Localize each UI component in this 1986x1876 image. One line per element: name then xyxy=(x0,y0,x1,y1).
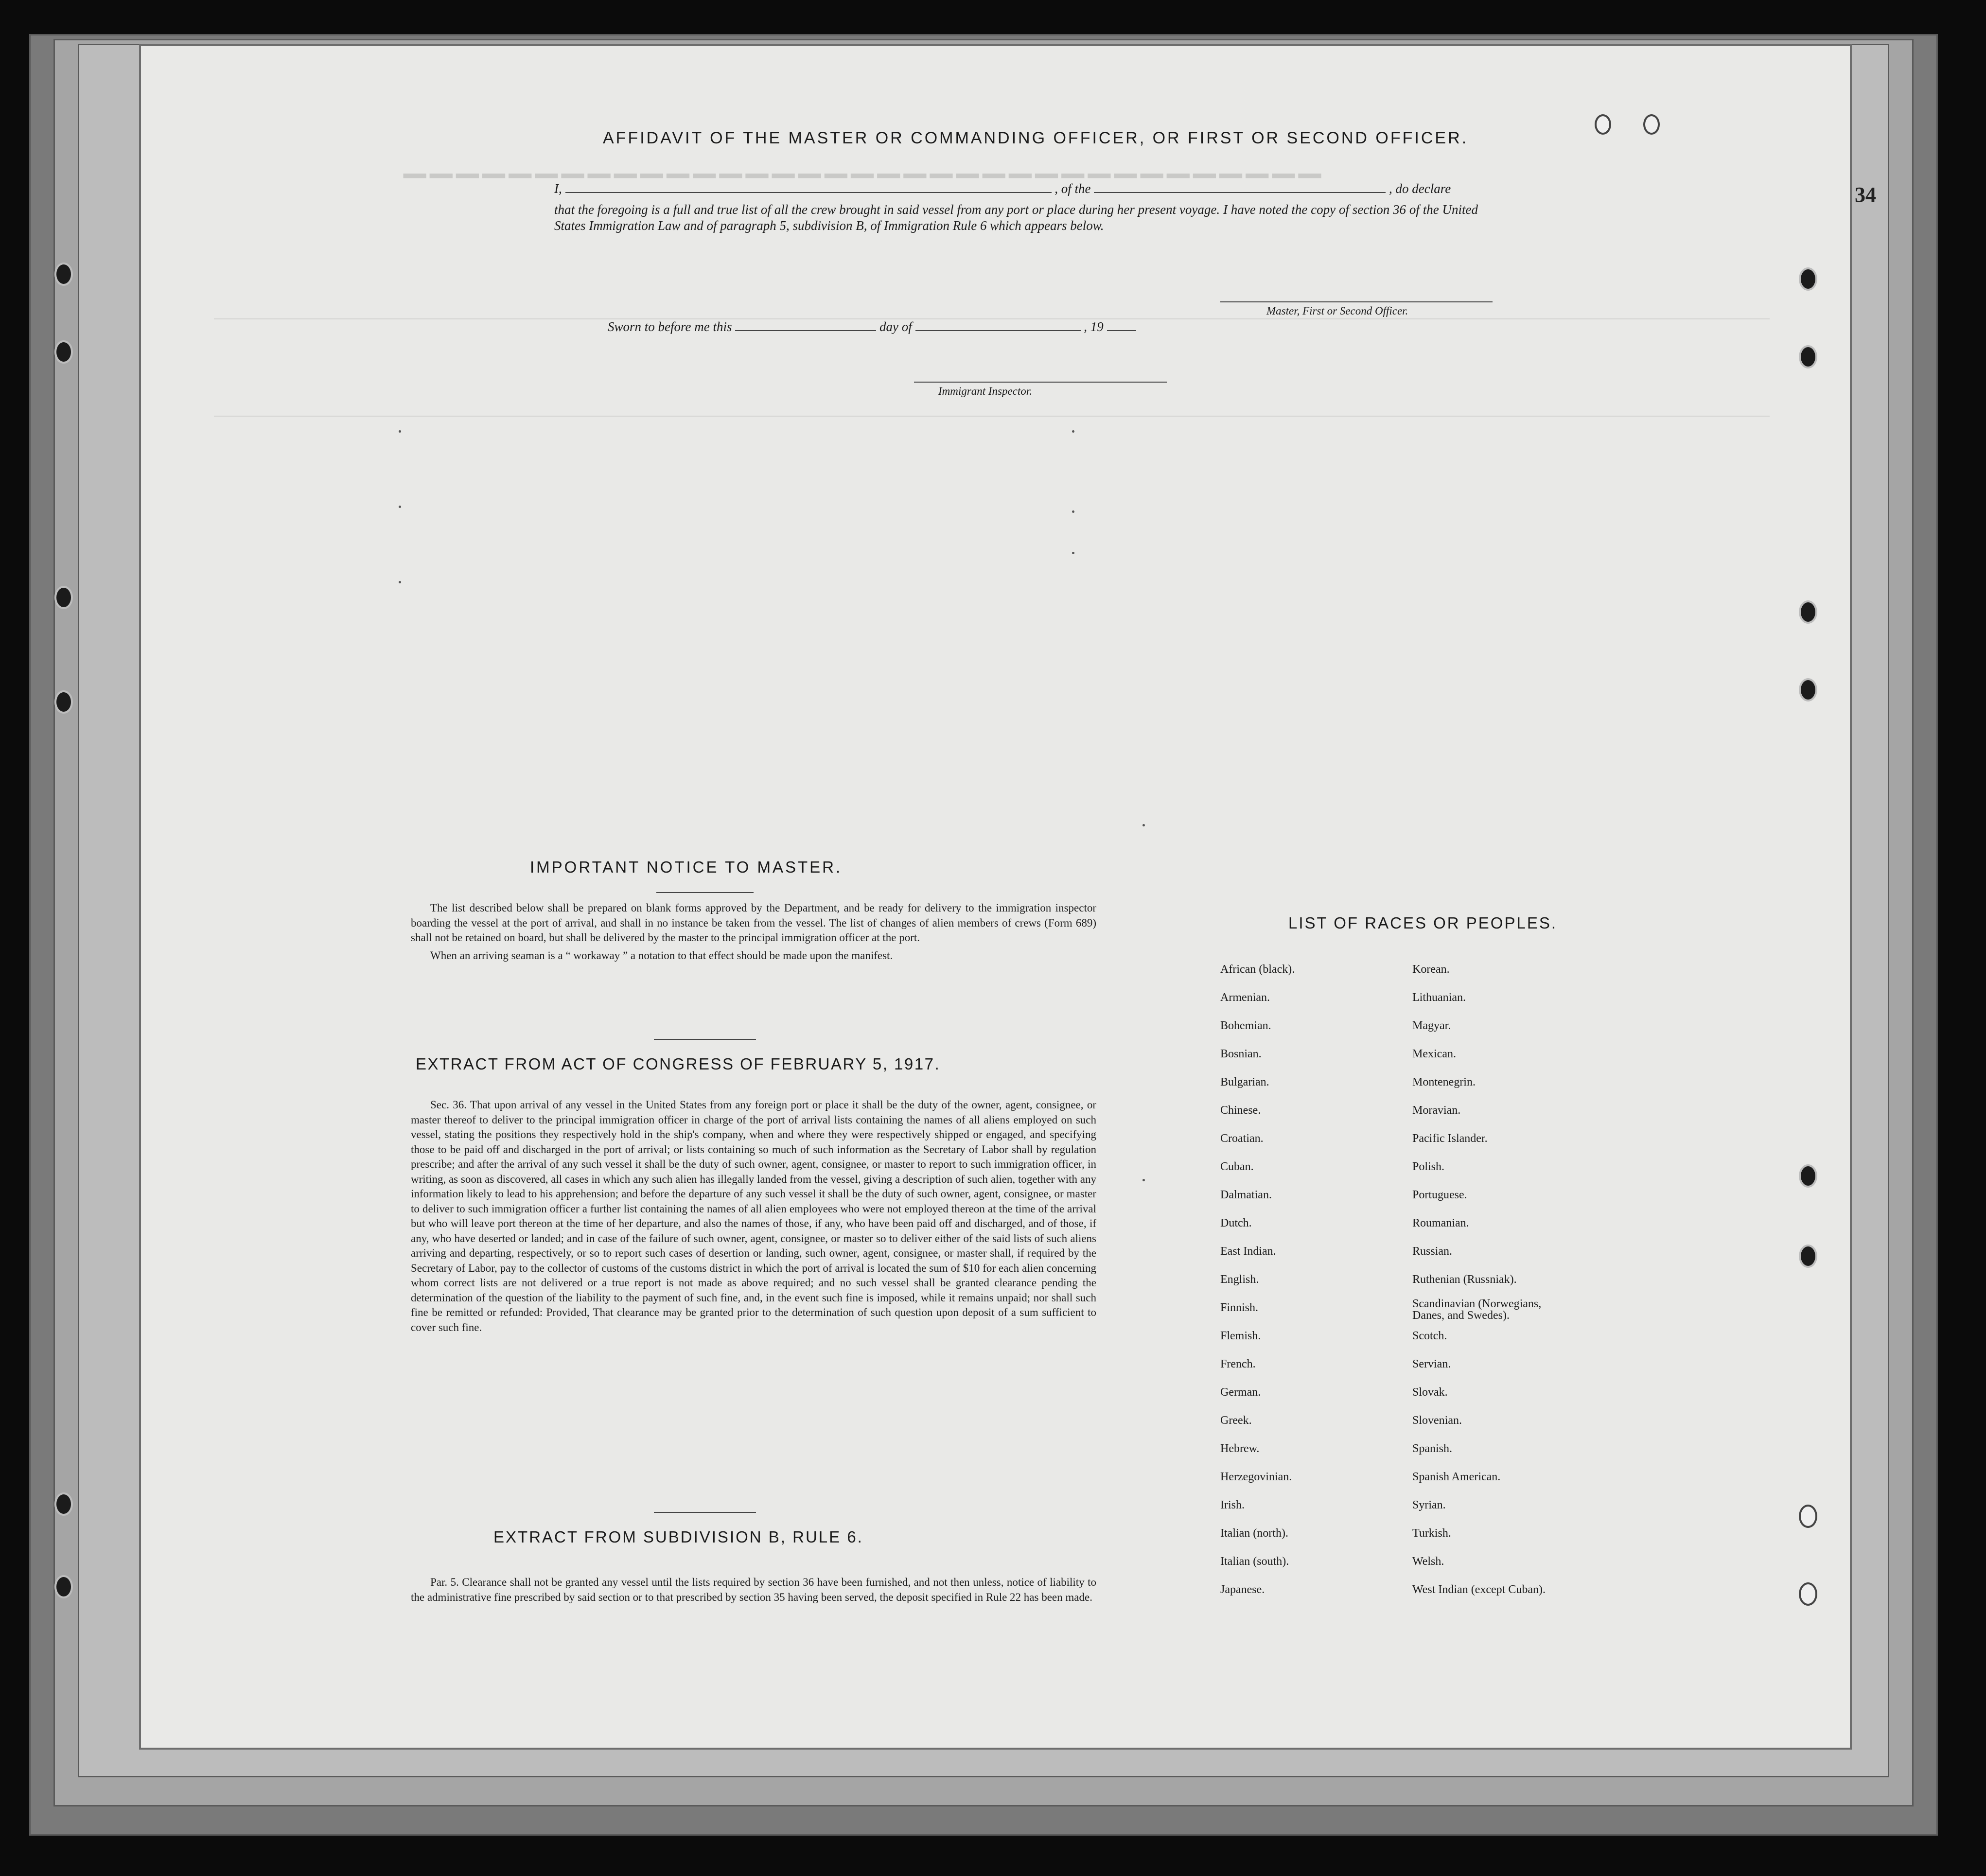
sworn-year-label: , 19 xyxy=(1084,319,1104,334)
race-item: Cuban. xyxy=(1220,1160,1254,1173)
form-page xyxy=(141,46,1876,1748)
page-number: 34 xyxy=(1855,183,1876,207)
form-dot xyxy=(399,430,401,433)
race-item: Syrian. xyxy=(1412,1499,1446,1511)
race-item: Mexican. xyxy=(1412,1048,1456,1060)
race-item: Magyar. xyxy=(1412,1019,1451,1032)
sworn-line xyxy=(608,319,1136,334)
sworn-year-blank xyxy=(1107,320,1136,331)
race-item: German. xyxy=(1220,1386,1261,1399)
sworn-prefix: Sworn to before me this xyxy=(608,319,732,334)
affidavit-i-label: I, xyxy=(554,181,562,196)
form-dot xyxy=(1072,552,1074,554)
binder-hole-icon xyxy=(1799,1582,1817,1606)
binder-hole-icon xyxy=(1799,678,1817,701)
act-extract-title: EXTRACT FROM ACT OF CONGRESS OF FEBRUARY 5, 1917. xyxy=(416,1055,941,1073)
races-title: LIST OF RACES OR PEOPLES. xyxy=(1288,914,1558,932)
binder-hole-icon xyxy=(54,1492,73,1516)
race-item: Portuguese. xyxy=(1412,1189,1467,1201)
race-item: Chinese. xyxy=(1220,1104,1261,1117)
affidavit-of-label: , of the xyxy=(1055,181,1091,196)
form-dot xyxy=(1072,510,1074,513)
master-signature-line xyxy=(1220,301,1493,302)
binder-hole-icon xyxy=(54,690,73,714)
race-item: Moravian. xyxy=(1412,1104,1461,1117)
affidavit-title: AFFIDAVIT OF THE MASTER OR COMMANDING OFFICER, OR FIRST OR SECOND OFFICER. xyxy=(603,129,1469,147)
race-item: Bulgarian. xyxy=(1220,1076,1269,1088)
act-divider xyxy=(654,1039,756,1040)
rule-divider xyxy=(654,1512,756,1513)
act-extract-text xyxy=(411,1098,1096,1335)
race-item: Turkish. xyxy=(1412,1527,1451,1540)
inspector-signature-label: Immigrant Inspector. xyxy=(938,385,1032,397)
notice-text xyxy=(411,901,1096,963)
binder-hole-icon xyxy=(1799,1505,1817,1528)
race-item: African (black). xyxy=(1220,963,1295,976)
race-item: English. xyxy=(1220,1273,1259,1286)
act-extract-paragraph: Sec. 36. That upon arrival of any vessel in the United States from any foreign port or place it shall be the duty of the owner, agent, consignee, or master thereof to deliver to the principal immigration officer in charge of the port of arrival lists containing the names of all aliens employed on such vessel, stating the positions they respectively hold in the ship's company, when and where they were respectively shipped or engaged, and specifying those to be paid off and discharged in the port of arrival; or lists containing so much of such information as the Secretary of Labor shall by regulation prescribe; and after the arrival of any such vessel it shall be the duty of such owner, agent, consignee, or master to report to such immigration officer, in writing, as soon as discovered, all cases in which any such alien has illegally landed from the vessel, giving a description of such alien, together with any information likely to lead to his apprehension; and before the departure of any such vessel it shall be the duty of such owner, agent, consignee, or master to deliver to such immigration officer a further list containing the names of all alien employees who were not employed thereon at the time of the arrival but who will leave port thereon at the time of her departure, and also the names of those, if any, who have been paid off and discharged, and of those, if any, who have deserted or landed; and in case of the failure of such owner, agent, consignee, or master so to deliver either of the said lists of such aliens arriving and departing, respectively, or so to report such cases of desertion or landing, such owner, agent, consignee, or master shall, if required by the Secretary of Labor, pay to the collector of customs of the customs district in which the port of arrival is located the sum of $10 for each alien concerning whom correct lists are not delivered or a true report is not made as above required; and no such vessel shall be granted clearance pending the determination of the question of the liability to the payment of such fine, and, in the event such fine is imposed, while it remains unpaid; nor shall such fine be remitted or refunded: Provided, That clearance may be granted prior to the determination of such question upon deposit of a sum sufficient to cover such fine. xyxy=(411,1099,1096,1333)
race-item: Bosnian. xyxy=(1220,1048,1262,1060)
race-item: Polish. xyxy=(1412,1160,1445,1173)
form-dot xyxy=(399,506,401,508)
form-dot xyxy=(399,581,401,583)
binder-hole-icon xyxy=(1799,1164,1817,1188)
race-item: Greek. xyxy=(1220,1414,1252,1427)
race-item: East Indian. xyxy=(1220,1245,1276,1258)
race-item: Roumanian. xyxy=(1412,1217,1469,1229)
race-item: Pacific Islander. xyxy=(1412,1132,1488,1145)
rule-extract-paragraph: Par. 5. Clearance shall not be granted any vessel until the lists required by section 36 have been furnished, and not then unless, notice of liability to the administrative fine prescribed by said section or to that prescribed by section 35 having been served, the deposit specified in Rule 22 has been made. xyxy=(411,1576,1096,1603)
race-item: Armenian. xyxy=(1220,991,1270,1004)
race-item: Welsh. xyxy=(1412,1555,1444,1568)
inspector-signature-line xyxy=(914,382,1167,383)
race-item: Finnish. xyxy=(1220,1301,1259,1314)
rule-extract-text xyxy=(411,1575,1096,1605)
binder-hole-icon xyxy=(1799,1245,1817,1268)
race-item: Spanish. xyxy=(1412,1442,1453,1455)
binder-hole-icon xyxy=(1799,600,1817,624)
race-item: Lithuanian. xyxy=(1412,991,1466,1004)
binder-hole-icon xyxy=(1595,114,1611,135)
race-item: Montenegrin. xyxy=(1412,1076,1476,1088)
race-item: Croatian. xyxy=(1220,1132,1264,1145)
race-item: Dalmatian. xyxy=(1220,1189,1272,1201)
sworn-day-label: day of xyxy=(879,319,912,334)
sworn-month-blank xyxy=(915,320,1081,331)
affidavit-declare-label: , do declare xyxy=(1389,181,1451,196)
race-item: Hebrew. xyxy=(1220,1442,1260,1455)
notice-paragraph: The list described below shall be prepared on blank forms approved by the Department, and be ready for delivery to the immigration inspector boarding the vessel at the port of arrival, and shall in no instance be taken from the vessel. The list of changes of alien members of crews (Form 689) shall not be retained on board, but shall be delivered by the master to the principal immigration officer at the port. xyxy=(411,902,1096,944)
race-item: Servian. xyxy=(1412,1358,1451,1370)
race-item: Scandinavian (Norwegians, Danes, and Swedes). xyxy=(1412,1297,1542,1322)
vessel-blank xyxy=(1094,182,1386,193)
race-item: Italian (north). xyxy=(1220,1527,1288,1540)
binder-hole-icon xyxy=(1643,114,1660,135)
form-dot xyxy=(1142,824,1145,826)
race-item: Spanish American. xyxy=(1412,1471,1501,1483)
form-dot xyxy=(1072,430,1074,433)
bleed-through-rule xyxy=(214,416,1770,417)
notice-paragraph: When an arriving seaman is a “ workaway ” a notation to that effect should be made upon the manifest. xyxy=(430,949,893,962)
race-item: Flemish. xyxy=(1220,1330,1261,1342)
affidavit-declaration-line xyxy=(554,181,1451,196)
notice-title-rule xyxy=(656,892,754,893)
bleed-through-text: ▔▔▔▔▔▔▔▔▔▔▔▔▔▔▔▔▔▔▔▔▔▔▔▔▔▔▔▔▔▔▔▔▔▔▔ xyxy=(404,144,1325,176)
notice-title: IMPORTANT NOTICE TO MASTER. xyxy=(530,858,843,876)
master-signature-label: Master, First or Second Officer. xyxy=(1266,305,1408,317)
race-item: Herzegovinian. xyxy=(1220,1471,1292,1483)
race-item: West Indian (except Cuban). xyxy=(1412,1583,1546,1596)
race-item: Japanese. xyxy=(1220,1583,1265,1596)
race-item: Russian. xyxy=(1412,1245,1453,1258)
binder-hole-icon xyxy=(54,263,73,286)
race-item: Slovak. xyxy=(1412,1386,1448,1399)
race-item: Irish. xyxy=(1220,1499,1245,1511)
race-item: Ruthenian (Russniak). xyxy=(1412,1273,1517,1286)
race-item: French. xyxy=(1220,1358,1256,1370)
race-item: Slovenian. xyxy=(1412,1414,1462,1427)
race-item: Italian (south). xyxy=(1220,1555,1289,1568)
affidavit-body: that the foregoing is a full and true list of all the crew brought in said vessel from any port or place during her present voyage. I have noted the copy of section 36 of the United States Immigration Law and of paragraph 5, subdivision B, of Immigration Rule 6 which appears below. xyxy=(554,202,1478,233)
binder-hole-icon xyxy=(54,586,73,609)
form-dot xyxy=(1142,1179,1145,1181)
sworn-day-blank xyxy=(735,320,876,331)
race-item: Bohemian. xyxy=(1220,1019,1271,1032)
race-item: Dutch. xyxy=(1220,1217,1252,1229)
binder-hole-icon xyxy=(54,340,73,364)
rule-extract-title: EXTRACT FROM SUBDIVISION B, RULE 6. xyxy=(493,1528,863,1546)
binder-hole-icon xyxy=(1799,267,1817,291)
race-item: Scotch. xyxy=(1412,1330,1447,1342)
binder-hole-icon xyxy=(54,1575,73,1598)
name-blank xyxy=(565,182,1052,193)
binder-hole-icon xyxy=(1799,345,1817,368)
race-item: Korean. xyxy=(1412,963,1450,976)
